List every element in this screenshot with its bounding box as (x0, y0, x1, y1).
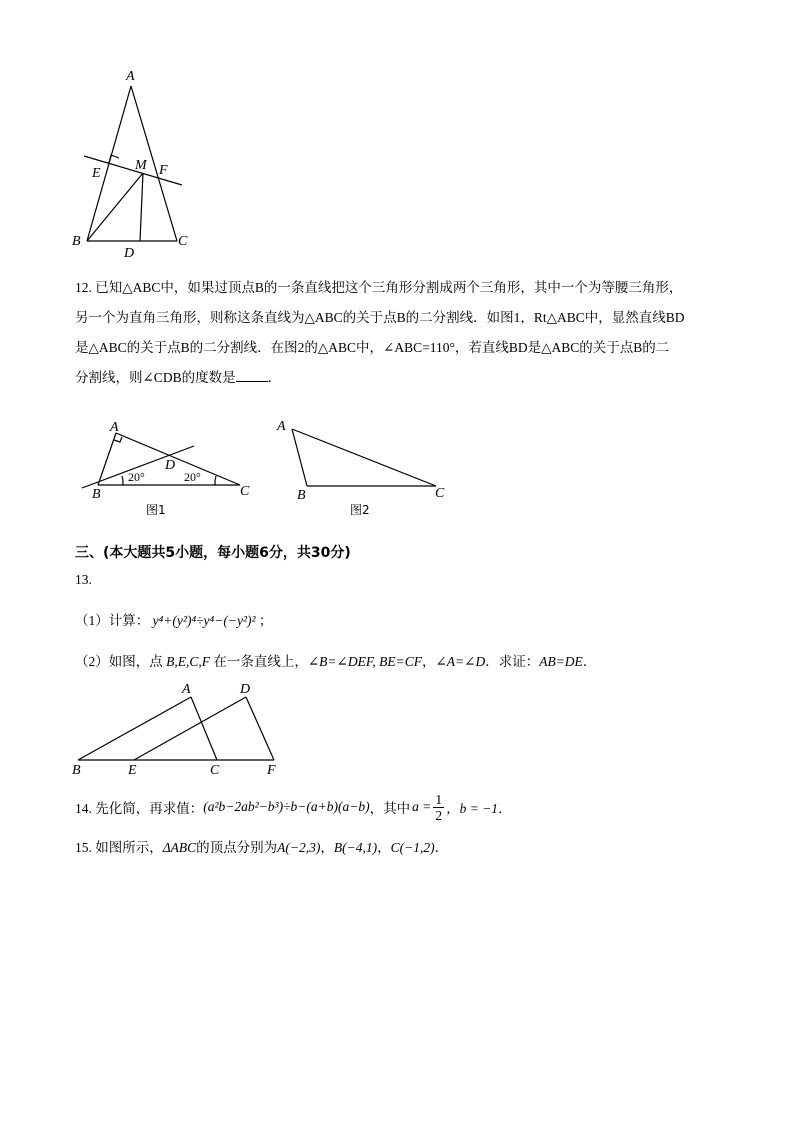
q13-part2-label: （2）如图，点 (75, 654, 163, 669)
label-E: E (92, 166, 101, 181)
q15-end: ． (434, 840, 449, 855)
q13-fig-label-C: C (210, 763, 220, 778)
q12-number: 12. (75, 280, 92, 295)
label-A: A (126, 69, 135, 84)
q15 (75, 836, 448, 856)
q13-fig-label-D: D (240, 682, 251, 697)
q12-line2: 另一个为直角三角形，则称这条直线为△ABC的关于点B的二分割线．如图1，Rt△ABC中，显然直线BD (75, 310, 685, 325)
fig2-caption: 图2 (350, 503, 370, 517)
q13-part2-prove: ．求证： (485, 654, 540, 669)
q13-fig-label-E: E (128, 763, 137, 778)
fig1-angle-c: 20° (184, 470, 201, 484)
figure-1 (78, 418, 253, 523)
q15-point-b: B(−4,1) (333, 840, 378, 855)
fig1-label-B: B (92, 487, 101, 502)
q14-b-eq: ，b = −1． (446, 801, 512, 816)
label-C: C (178, 234, 188, 249)
label-B: B (72, 234, 81, 249)
q13-part2-mid: 在一条直线上， (213, 654, 308, 669)
q12-line1 (75, 276, 682, 296)
figure-q13 (68, 680, 288, 780)
q15-sep1: ， (320, 840, 334, 855)
q13-part2 (75, 650, 596, 670)
q14 (75, 787, 512, 827)
q15-point-c: C(−1,2) (390, 840, 435, 855)
answer-blank[interactable] (236, 368, 268, 382)
fig1-angle-b: 20° (128, 470, 145, 484)
figure-triangle-abc-top (70, 65, 200, 260)
label-F: F (159, 163, 168, 178)
q14-expression: (a²b−2ab²−b³)÷b−(a+b)(a−b) (203, 799, 370, 814)
q15-mid: 的顶点分别为 (196, 840, 278, 855)
fig1-label-C: C (240, 484, 250, 499)
q14-a-denominator: 2 (435, 807, 443, 823)
q13-fig-label-A: A (182, 682, 191, 697)
q14-a-eq: a = (412, 799, 432, 814)
fig2-label-B: B (297, 488, 306, 503)
q13-fig-label-B: B (72, 763, 81, 778)
fig2-label-C: C (435, 486, 445, 501)
q13-part2-goal: AB=DE (539, 654, 583, 669)
q14-text: 14. 先化简，再求值： (75, 801, 204, 816)
q13-part2-points: B,E,C,F (166, 654, 210, 669)
q13-part1-label: （1）计算： (75, 613, 150, 628)
q13-number: 13. (75, 572, 92, 587)
fig1-label-A: A (110, 420, 119, 435)
q14-a-numerator: 1 (435, 791, 443, 807)
q13-part2-sep: ， (421, 654, 436, 669)
section-3-heading: 三、(本大题共5小题，每小题6分，共30分) (75, 545, 351, 561)
fig1-label-D: D (165, 458, 176, 473)
q13-fig-label-F: F (267, 763, 276, 778)
q13-part1-expression: y⁴+(y²)⁴÷y⁴−(−y²)² (152, 613, 256, 628)
q13-part2-cond2: ∠A=∠D (435, 654, 486, 669)
q13-part2-cond1: ∠B=∠DEF, BE=CF (307, 654, 422, 669)
label-D: D (124, 246, 135, 260)
q13-part1-end: ； (258, 613, 273, 628)
q15-text: 15. 如图所示， (75, 840, 163, 855)
q15-sep2: ， (377, 840, 391, 855)
q12-text-1: 已知△ABC中，如果过顶点B的一条直线把这个三角形分割成两个三角形，其中一个为等腰三角形， (95, 280, 683, 295)
q14-a-fraction (433, 792, 444, 823)
fig2-label-A: A (277, 419, 286, 434)
q15-triangle: ΔABC (162, 840, 197, 855)
q13-part2-end: ． (582, 654, 597, 669)
q15-point-a: A(−2,3) (277, 840, 321, 855)
q14-where: ，其中 (369, 801, 411, 816)
q12-line4 (75, 366, 281, 386)
q12-text-4: 分割线，则∠CDB的度数是 (75, 370, 236, 385)
label-M: M (135, 158, 147, 173)
q12-text-4-end: ． (267, 370, 282, 385)
figure-2 (270, 412, 455, 522)
q12-line3: 是△ABC的关于点B的二分割线．在图2的△ABC中，∠ABC=110°，若直线BD是△ABC的关于点B的二 (75, 340, 670, 355)
fig1-caption: 图1 (146, 503, 166, 517)
q13-part1 (75, 609, 272, 629)
